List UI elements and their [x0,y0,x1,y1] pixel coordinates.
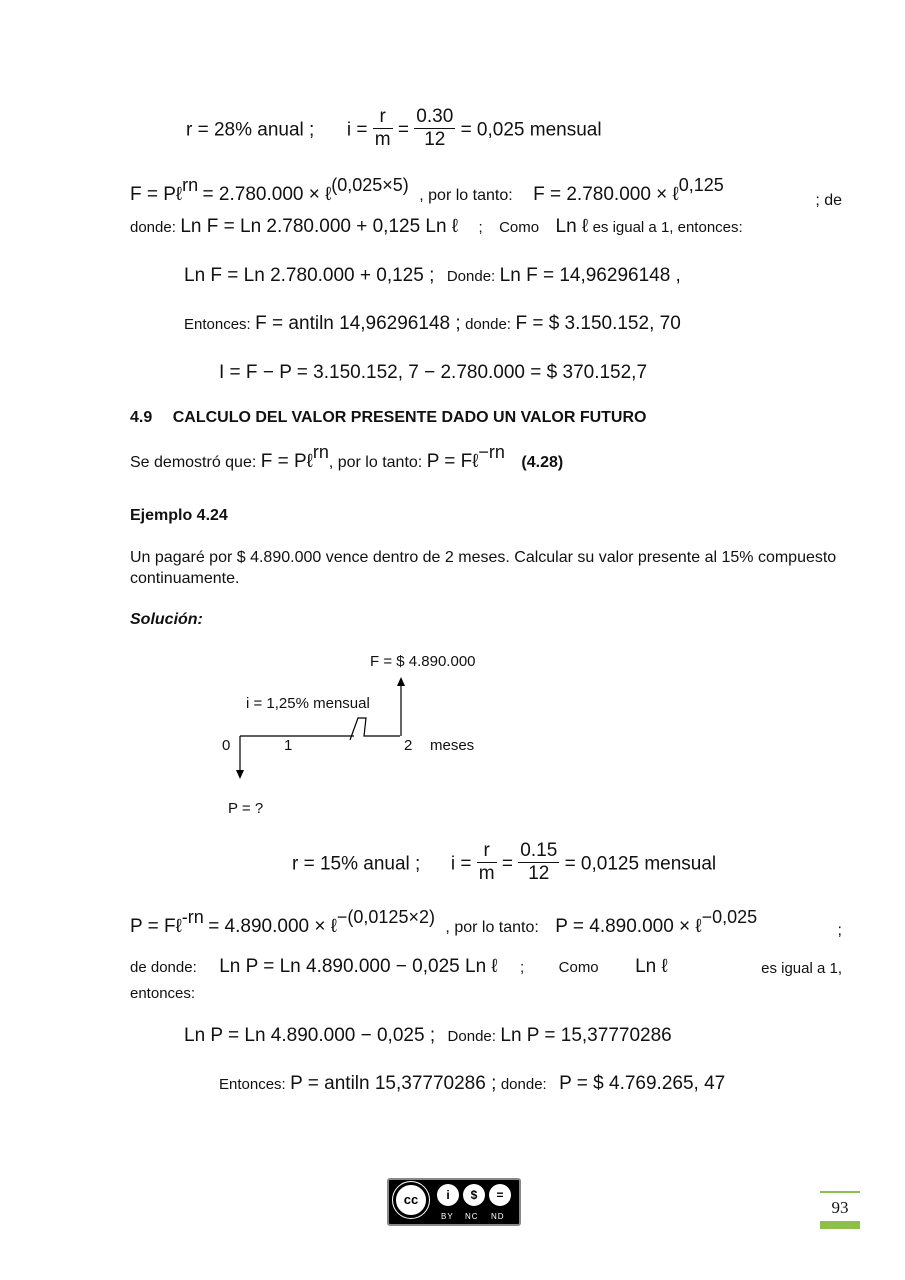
rate-i: i = [450,853,472,875]
noderivatives-icon: = [489,1184,511,1206]
page-number: 93 [820,1191,860,1229]
diagram-future-value: F = $ 4.890.000 [370,653,476,670]
timeline-break [350,718,400,740]
example-statement: Un pagaré por $ 4.890.000 vence dentro de 2 meses. Calcular su valor presente al 15% compuesto continuamente. [130,549,837,587]
equation-number: (4.28) [521,454,564,471]
ex2-log-line-cont: entonces: [130,985,196,1002]
attribution-icon: i [437,1184,459,1206]
diagram-t0: 0 [222,737,231,754]
present-arrow-head [236,770,244,779]
rate-i: i = [346,119,368,141]
ex2-antiln-line: Entonces: P = antiln 15,37770286 ; donde: P = $ 4.769.265, 47 [219,1073,726,1094]
section-number: 4.9 [130,409,153,426]
ex1-antiln-line: Entonces: F = antiln 14,96296148 ; donde: F = $ 3.150.152, 70 [184,313,681,334]
rate-r: r = 28% anual ; [186,119,315,141]
rate-result: = 0,0125 mensual [564,853,717,875]
diagram-present-value: P = ? [228,800,264,817]
ex2-ln-line: Ln P = Ln 4.890.000 − 0,025 ; Donde: Ln P = 15,37770286 [184,1025,672,1046]
license-nd: ND [491,1212,505,1221]
diagram-t2: 2 [404,737,413,754]
ex1-ln-line: Ln F = Ln 2.780.000 + 0,125 ; Donde: Ln F = 14,96296148 , [184,265,681,286]
solution-label: Solución: [130,611,203,628]
rate-result: = 0,025 mensual [460,119,602,141]
license-by: BY [441,1212,454,1221]
example-heading: Ejemplo 4.24 [130,507,228,524]
creative-commons-badge [387,1178,521,1226]
license-nc: NC [465,1212,479,1221]
noncommercial-icon: $ [463,1184,485,1206]
fraction-rate: $\frac{0.15}{12}$ [520,840,558,884]
ex1-formula-line: F = Pℓrn = 2.780.000 × ℓ(0,025×5) , por lo tanto: F = 2.780.000 × ℓ0,125 ; de [130,175,842,209]
diagram-unit: meses [430,737,475,754]
cc-icon: cc [393,1182,429,1218]
fraction-rate: $\frac{0.30}{12}$ [416,106,454,150]
rate-r: r = 15% anual ; [292,853,421,875]
fraction-r-m: $\frac{r}{m}$ [374,106,391,150]
ex1-interest-line: I = F − P = 3.150.152, 7 − 2.780.000 = $ 370.152,7 [219,362,648,383]
formula-428-line: Se demostró que: F = Pℓrn, por lo tanto: P = Fℓ−rn (4.28) [130,442,564,472]
ex2-rate-line: r = 15% anual ; i = $\frac{r}{m}$ = $\frac{0.15}{12}$ = 0,0125 mensual [292,840,717,884]
future-arrow-head [397,677,405,686]
ex1-rate-line: r = 28% anual ; i = $\frac{r}{m}$ = $\frac{0.30}{12}$ = 0,025 mensual [186,106,602,150]
section-title: CALCULO DEL VALOR PRESENTE DADO UN VALOR FUTURO [172,409,647,426]
ex1-log-line: donde: Ln F = Ln 2.780.000 + 0,125 Ln ℓ ; Como Ln ℓ es igual a 1, entonces: [130,216,743,237]
ex2-formula-line: P = Fℓ-rn = 4.890.000 × ℓ−(0,0125×2) , por lo tanto: P = 4.890.000 × ℓ−0,025 ; [130,907,842,939]
fraction-r-m: $\frac{r}{m}$ [478,840,495,884]
diagram-t1: 1 [284,737,293,754]
diagram-rate: i = 1,25% mensual [246,695,370,712]
ex2-log-line: de donde: Ln P = Ln 4.890.000 − 0,025 Ln ℓ ; Como Ln ℓ es igual a 1, [130,956,842,977]
